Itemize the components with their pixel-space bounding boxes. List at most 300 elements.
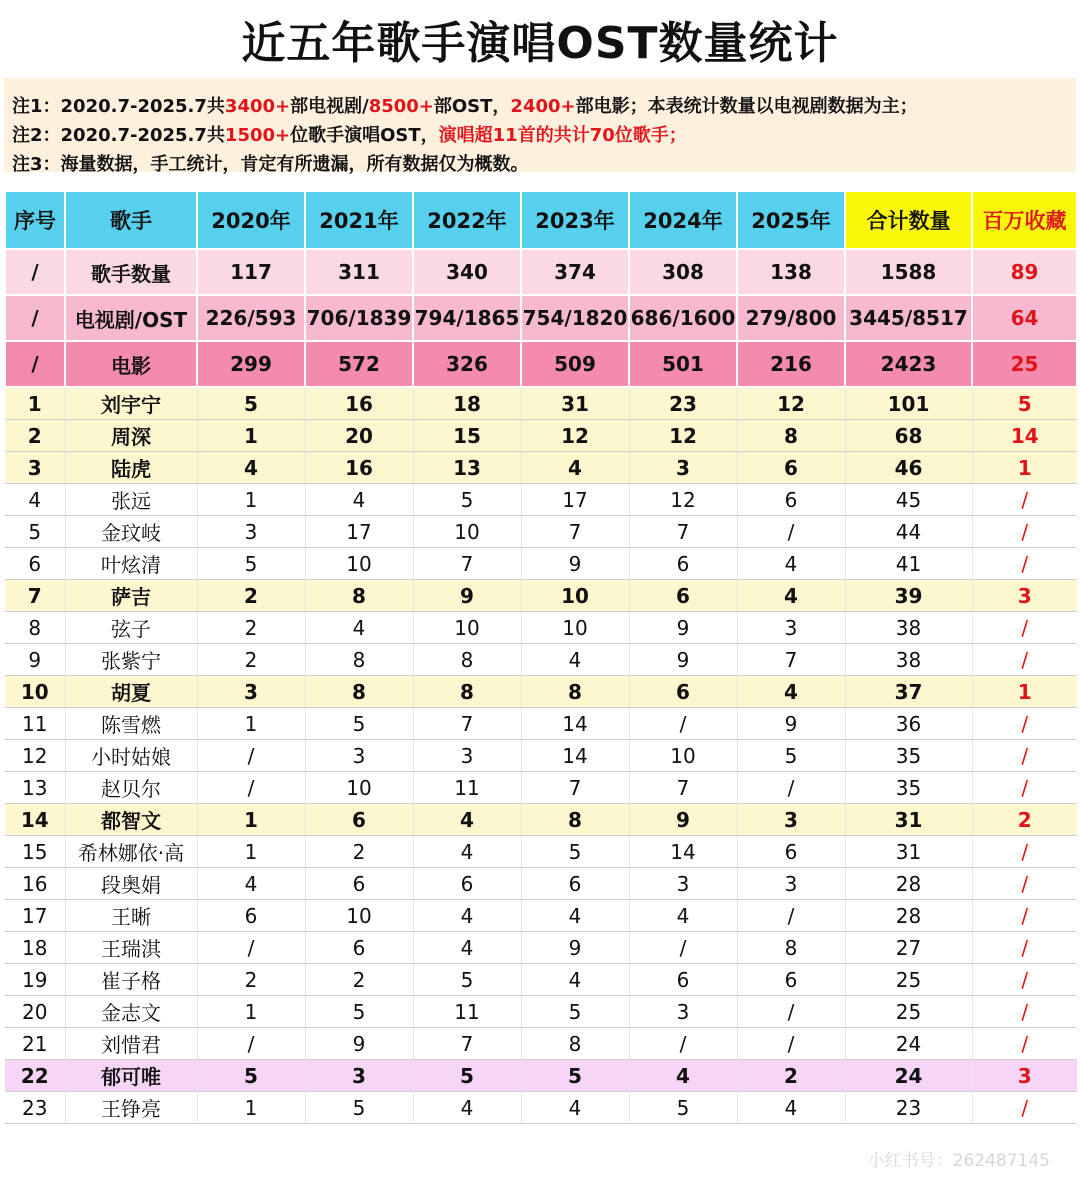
cell-y2020: 3 <box>197 676 305 708</box>
cell-y2022: 15 <box>413 420 521 452</box>
cell-y2021: 17 <box>305 516 413 548</box>
cell-y2025: / <box>737 516 845 548</box>
cell-fav: / <box>972 772 1077 804</box>
cell-singer: 金志文 <box>65 996 197 1028</box>
cell-y2023: 8 <box>521 1028 629 1060</box>
cell-y2025: 8 <box>737 420 845 452</box>
cell-y2020: 5 <box>197 548 305 580</box>
cell-rank: 14 <box>5 804 65 836</box>
cell-total: 27 <box>845 932 972 964</box>
cell-y2025: 4 <box>737 580 845 612</box>
cell-y2021: 2 <box>305 964 413 996</box>
cell-y2025: 3 <box>737 868 845 900</box>
cell-fav: 1 <box>972 452 1077 484</box>
cell-y2022: 10 <box>413 516 521 548</box>
cell-singer: 金玟岐 <box>65 516 197 548</box>
cell-y2024: 6 <box>629 964 737 996</box>
cell-total: 28 <box>845 900 972 932</box>
cell-y2022: 11 <box>413 772 521 804</box>
summary-cell-fav: 64 <box>972 295 1077 341</box>
cell-y2020: 3 <box>197 516 305 548</box>
cell-y2024: 9 <box>629 804 737 836</box>
cell-rank: 21 <box>5 1028 65 1060</box>
cell-fav: 1 <box>972 676 1077 708</box>
cell-y2020: / <box>197 932 305 964</box>
cell-y2024: 6 <box>629 676 737 708</box>
summary-cell-total: 3445/8517 <box>845 295 972 341</box>
cell-singer: 小时姑娘 <box>65 740 197 772</box>
table-row <box>5 676 1077 708</box>
cell-y2025: 9 <box>737 708 845 740</box>
summary-cell-singer: 歌手数量 <box>65 249 197 295</box>
cell-singer: 刘惜君 <box>65 1028 197 1060</box>
header-singer: 歌手 <box>65 191 197 249</box>
cell-total: 68 <box>845 420 972 452</box>
cell-rank: 8 <box>5 612 65 644</box>
cell-total: 101 <box>845 387 972 420</box>
cell-y2020: 1 <box>197 420 305 452</box>
cell-fav: 3 <box>972 580 1077 612</box>
cell-y2022: 4 <box>413 1092 521 1124</box>
note-highlight: 1500+ <box>224 125 291 146</box>
cell-y2021: 10 <box>305 548 413 580</box>
table-row <box>5 580 1077 612</box>
cell-singer: 陈雪燃 <box>65 708 197 740</box>
cell-rank: 1 <box>5 387 65 420</box>
cell-y2021: 4 <box>305 612 413 644</box>
cell-y2020: / <box>197 740 305 772</box>
summary-cell-rank: / <box>5 341 65 387</box>
cell-y2022: 8 <box>413 676 521 708</box>
summary-cell-rank: / <box>5 249 65 295</box>
table-row <box>5 484 1077 516</box>
cell-total: 24 <box>845 1028 972 1060</box>
cell-y2023: 5 <box>521 996 629 1028</box>
cell-y2023: 4 <box>521 452 629 484</box>
cell-y2021: 3 <box>305 740 413 772</box>
stats-table <box>4 190 1078 1124</box>
cell-y2020: 4 <box>197 452 305 484</box>
header-y2021: 2021年 <box>305 191 413 249</box>
cell-y2025: 3 <box>737 804 845 836</box>
cell-rank: 6 <box>5 548 65 580</box>
cell-y2023: 4 <box>521 1092 629 1124</box>
table-row <box>5 900 1077 932</box>
cell-singer: 萨吉 <box>65 580 197 612</box>
cell-y2023: 17 <box>521 484 629 516</box>
cell-y2020: 1 <box>197 836 305 868</box>
summary-cell-y2020: 117 <box>197 249 305 295</box>
cell-y2023: 9 <box>521 932 629 964</box>
cell-y2024: 3 <box>629 996 737 1028</box>
cell-y2023: 14 <box>521 708 629 740</box>
cell-y2020: 5 <box>197 1060 305 1092</box>
note-highlight: 3400+ <box>224 96 291 117</box>
cell-y2023: 8 <box>521 804 629 836</box>
cell-y2025: / <box>737 1028 845 1060</box>
summary-cell-rank: / <box>5 295 65 341</box>
cell-y2022: 4 <box>413 932 521 964</box>
cell-y2020: 1 <box>197 804 305 836</box>
cell-y2020: 1 <box>197 708 305 740</box>
header-fav: 百万收藏 <box>972 191 1077 249</box>
header-y2024: 2024年 <box>629 191 737 249</box>
cell-y2023: 10 <box>521 580 629 612</box>
cell-total: 35 <box>845 740 972 772</box>
cell-rank: 18 <box>5 932 65 964</box>
cell-fav: / <box>972 612 1077 644</box>
page-title: 近五年歌手演唱OST数量统计 <box>241 18 839 69</box>
header-rank: 序号 <box>5 191 65 249</box>
cell-y2023: 31 <box>521 387 629 420</box>
summary-row <box>5 341 1077 387</box>
cell-y2024: 4 <box>629 900 737 932</box>
table-row <box>5 740 1077 772</box>
header-y2020: 2020年 <box>197 191 305 249</box>
cell-y2020: 2 <box>197 580 305 612</box>
cell-singer: 崔子格 <box>65 964 197 996</box>
cell-y2022: 9 <box>413 580 521 612</box>
note-3 <box>12 150 1068 179</box>
cell-y2020: 1 <box>197 484 305 516</box>
summary-cell-y2021: 572 <box>305 341 413 387</box>
cell-rank: 16 <box>5 868 65 900</box>
cell-y2024: 5 <box>629 1092 737 1124</box>
cell-rank: 3 <box>5 452 65 484</box>
cell-y2022: 8 <box>413 644 521 676</box>
cell-singer: 王铮亮 <box>65 1092 197 1124</box>
cell-y2025: 12 <box>737 387 845 420</box>
cell-rank: 17 <box>5 900 65 932</box>
cell-fav: / <box>972 964 1077 996</box>
cell-y2023: 12 <box>521 420 629 452</box>
note-2 <box>12 121 1068 150</box>
summary-cell-y2021: 311 <box>305 249 413 295</box>
cell-y2025: 2 <box>737 1060 845 1092</box>
summary-cell-singer: 电视剧/OST <box>65 295 197 341</box>
cell-y2024: / <box>629 1028 737 1060</box>
cell-y2022: 6 <box>413 868 521 900</box>
cell-y2023: 14 <box>521 740 629 772</box>
cell-y2025: / <box>737 900 845 932</box>
summary-cell-y2020: 226/593 <box>197 295 305 341</box>
cell-total: 23 <box>845 1092 972 1124</box>
cell-y2024: 4 <box>629 1060 737 1092</box>
cell-rank: 22 <box>5 1060 65 1092</box>
cell-rank: 12 <box>5 740 65 772</box>
note-text: 位歌手演唱OST， <box>290 125 439 146</box>
cell-rank: 19 <box>5 964 65 996</box>
note-1 <box>12 92 1068 121</box>
cell-total: 28 <box>845 868 972 900</box>
note-text: 部OST， <box>433 96 511 117</box>
table-row <box>5 1060 1077 1092</box>
note-text: 注2：2020.7-2025.7共 <box>12 125 225 146</box>
table-row <box>5 964 1077 996</box>
cell-singer: 陆虎 <box>65 452 197 484</box>
cell-y2022: 4 <box>413 804 521 836</box>
cell-y2023: 5 <box>521 1060 629 1092</box>
summary-cell-fav: 25 <box>972 341 1077 387</box>
cell-rank: 5 <box>5 516 65 548</box>
cell-y2021: 16 <box>305 387 413 420</box>
table-row <box>5 612 1077 644</box>
cell-y2021: 5 <box>305 708 413 740</box>
cell-total: 31 <box>845 836 972 868</box>
summary-cell-y2023: 509 <box>521 341 629 387</box>
cell-y2021: 6 <box>305 868 413 900</box>
cell-y2024: 3 <box>629 868 737 900</box>
cell-fav: / <box>972 996 1077 1028</box>
cell-y2020: 2 <box>197 612 305 644</box>
cell-y2021: 6 <box>305 804 413 836</box>
cell-y2023: 9 <box>521 548 629 580</box>
cell-fav: / <box>972 1092 1077 1124</box>
cell-y2024: / <box>629 708 737 740</box>
cell-y2021: 8 <box>305 644 413 676</box>
cell-total: 37 <box>845 676 972 708</box>
cell-y2022: 13 <box>413 452 521 484</box>
cell-y2024: / <box>629 932 737 964</box>
cell-y2021: 16 <box>305 452 413 484</box>
summary-row <box>5 249 1077 295</box>
table-row <box>5 1092 1077 1124</box>
cell-y2023: 8 <box>521 676 629 708</box>
cell-y2021: 5 <box>305 996 413 1028</box>
cell-rank: 20 <box>5 996 65 1028</box>
cell-y2025: 6 <box>737 484 845 516</box>
cell-singer: 希林娜依·高 <box>65 836 197 868</box>
cell-y2025: 4 <box>737 676 845 708</box>
cell-y2022: 5 <box>413 1060 521 1092</box>
cell-y2022: 4 <box>413 836 521 868</box>
cell-total: 25 <box>845 996 972 1028</box>
cell-fav: / <box>972 708 1077 740</box>
cell-y2023: 4 <box>521 964 629 996</box>
cell-y2022: 7 <box>413 548 521 580</box>
summary-cell-singer: 电影 <box>65 341 197 387</box>
cell-rank: 23 <box>5 1092 65 1124</box>
cell-singer: 都智文 <box>65 804 197 836</box>
note-highlight: 8500+ <box>368 96 434 117</box>
cell-y2021: 2 <box>305 836 413 868</box>
note-text: 注1：2020.7-2025.7共 <box>12 96 225 117</box>
cell-total: 24 <box>845 1060 972 1092</box>
notes-panel <box>4 78 1076 175</box>
cell-y2025: 4 <box>737 1092 845 1124</box>
cell-y2020: / <box>197 1028 305 1060</box>
cell-rank: 7 <box>5 580 65 612</box>
cell-y2021: 9 <box>305 1028 413 1060</box>
cell-y2020: 2 <box>197 964 305 996</box>
table-row <box>5 836 1077 868</box>
cell-y2023: 10 <box>521 612 629 644</box>
cell-rank: 2 <box>5 420 65 452</box>
cell-y2024: 12 <box>629 484 737 516</box>
table-row <box>5 420 1077 452</box>
cell-y2021: 20 <box>305 420 413 452</box>
cell-y2022: 7 <box>413 708 521 740</box>
cell-y2025: 4 <box>737 548 845 580</box>
cell-rank: 10 <box>5 676 65 708</box>
cell-total: 31 <box>845 804 972 836</box>
cell-fav: / <box>972 484 1077 516</box>
table-row <box>5 932 1077 964</box>
table-row <box>5 772 1077 804</box>
cell-y2024: 3 <box>629 452 737 484</box>
cell-y2020: 5 <box>197 387 305 420</box>
cell-total: 25 <box>845 964 972 996</box>
cell-fav: / <box>972 836 1077 868</box>
cell-y2022: 4 <box>413 900 521 932</box>
note-text: 部电影；本表统计数量以电视剧数据为主； <box>575 96 918 117</box>
summary-cell-y2022: 326 <box>413 341 521 387</box>
header-y2023: 2023年 <box>521 191 629 249</box>
table-row <box>5 996 1077 1028</box>
cell-rank: 9 <box>5 644 65 676</box>
cell-y2024: 23 <box>629 387 737 420</box>
cell-y2022: 3 <box>413 740 521 772</box>
cell-y2024: 9 <box>629 644 737 676</box>
summary-cell-total: 2423 <box>845 341 972 387</box>
header-y2025: 2025年 <box>737 191 845 249</box>
cell-singer: 段奥娟 <box>65 868 197 900</box>
cell-total: 36 <box>845 708 972 740</box>
table-row <box>5 804 1077 836</box>
cell-y2021: 8 <box>305 580 413 612</box>
summary-cell-fav: 89 <box>972 249 1077 295</box>
cell-fav: / <box>972 932 1077 964</box>
cell-total: 44 <box>845 516 972 548</box>
cell-total: 41 <box>845 548 972 580</box>
cell-y2021: 10 <box>305 900 413 932</box>
cell-y2020: 1 <box>197 996 305 1028</box>
note-highlight: 2400+ <box>510 96 576 117</box>
cell-y2024: 10 <box>629 740 737 772</box>
table-row <box>5 644 1077 676</box>
table-row <box>5 708 1077 740</box>
cell-y2023: 6 <box>521 868 629 900</box>
cell-singer: 张远 <box>65 484 197 516</box>
cell-y2021: 10 <box>305 772 413 804</box>
cell-rank: 4 <box>5 484 65 516</box>
cell-y2020: 4 <box>197 868 305 900</box>
cell-singer: 周深 <box>65 420 197 452</box>
cell-y2025: 6 <box>737 836 845 868</box>
cell-y2024: 6 <box>629 580 737 612</box>
cell-y2020: 6 <box>197 900 305 932</box>
cell-y2020: 1 <box>197 1092 305 1124</box>
cell-y2024: 7 <box>629 516 737 548</box>
cell-fav: 2 <box>972 804 1077 836</box>
summary-cell-y2023: 754/1820 <box>521 295 629 341</box>
summary-cell-y2025: 216 <box>737 341 845 387</box>
cell-y2023: 4 <box>521 644 629 676</box>
cell-y2025: 3 <box>737 612 845 644</box>
cell-y2021: 8 <box>305 676 413 708</box>
table-row <box>5 868 1077 900</box>
cell-total: 38 <box>845 644 972 676</box>
watermark: 小红书号：262487145 <box>867 1151 1050 1171</box>
summary-cell-y2025: 138 <box>737 249 845 295</box>
cell-singer: 王瑞淇 <box>65 932 197 964</box>
cell-y2021: 5 <box>305 1092 413 1124</box>
summary-cell-y2024: 501 <box>629 341 737 387</box>
cell-total: 46 <box>845 452 972 484</box>
summary-cell-y2024: 308 <box>629 249 737 295</box>
cell-y2020: / <box>197 772 305 804</box>
table-row <box>5 452 1077 484</box>
cell-singer: 弦子 <box>65 612 197 644</box>
cell-singer: 赵贝尔 <box>65 772 197 804</box>
note-text: 注3：海量数据，手工统计，肯定有所遗漏，所有数据仅为概数。 <box>12 154 529 175</box>
cell-y2022: 5 <box>413 484 521 516</box>
table-row <box>5 1028 1077 1060</box>
cell-y2025: 5 <box>737 740 845 772</box>
table-row <box>5 387 1077 420</box>
summary-cell-y2020: 299 <box>197 341 305 387</box>
note-highlight: 演唱超11首的共计70位歌手； <box>438 125 687 146</box>
cell-fav: / <box>972 740 1077 772</box>
cell-fav: / <box>972 516 1077 548</box>
cell-y2025: 7 <box>737 644 845 676</box>
cell-total: 45 <box>845 484 972 516</box>
cell-y2025: / <box>737 772 845 804</box>
table-header-row <box>5 191 1077 249</box>
summary-cell-y2023: 374 <box>521 249 629 295</box>
cell-singer: 郁可唯 <box>65 1060 197 1092</box>
cell-y2022: 10 <box>413 612 521 644</box>
table-row <box>5 548 1077 580</box>
cell-singer: 张紫宁 <box>65 644 197 676</box>
note-text: 部电视剧/ <box>290 96 369 117</box>
cell-fav: / <box>972 1028 1077 1060</box>
cell-y2025: / <box>737 996 845 1028</box>
cell-y2021: 4 <box>305 484 413 516</box>
cell-y2025: 6 <box>737 964 845 996</box>
cell-y2021: 6 <box>305 932 413 964</box>
cell-y2024: 7 <box>629 772 737 804</box>
summary-cell-y2025: 279/800 <box>737 295 845 341</box>
cell-y2024: 12 <box>629 420 737 452</box>
cell-singer: 刘宇宁 <box>65 387 197 420</box>
cell-y2022: 11 <box>413 996 521 1028</box>
cell-y2024: 6 <box>629 548 737 580</box>
table-row <box>5 516 1077 548</box>
header-total: 合计数量 <box>845 191 972 249</box>
cell-singer: 王晰 <box>65 900 197 932</box>
summary-row <box>5 295 1077 341</box>
cell-y2024: 9 <box>629 612 737 644</box>
cell-y2022: 5 <box>413 964 521 996</box>
cell-fav: / <box>972 868 1077 900</box>
cell-y2024: 14 <box>629 836 737 868</box>
cell-fav: 14 <box>972 420 1077 452</box>
cell-total: 38 <box>845 612 972 644</box>
summary-cell-total: 1588 <box>845 249 972 295</box>
cell-rank: 13 <box>5 772 65 804</box>
cell-y2022: 18 <box>413 387 521 420</box>
cell-singer: 胡夏 <box>65 676 197 708</box>
cell-y2023: 7 <box>521 516 629 548</box>
summary-cell-y2021: 706/1839 <box>305 295 413 341</box>
cell-total: 39 <box>845 580 972 612</box>
cell-fav: / <box>972 644 1077 676</box>
stats-table-body <box>5 191 1077 1124</box>
cell-y2025: 6 <box>737 452 845 484</box>
cell-fav: / <box>972 900 1077 932</box>
cell-y2023: 4 <box>521 900 629 932</box>
